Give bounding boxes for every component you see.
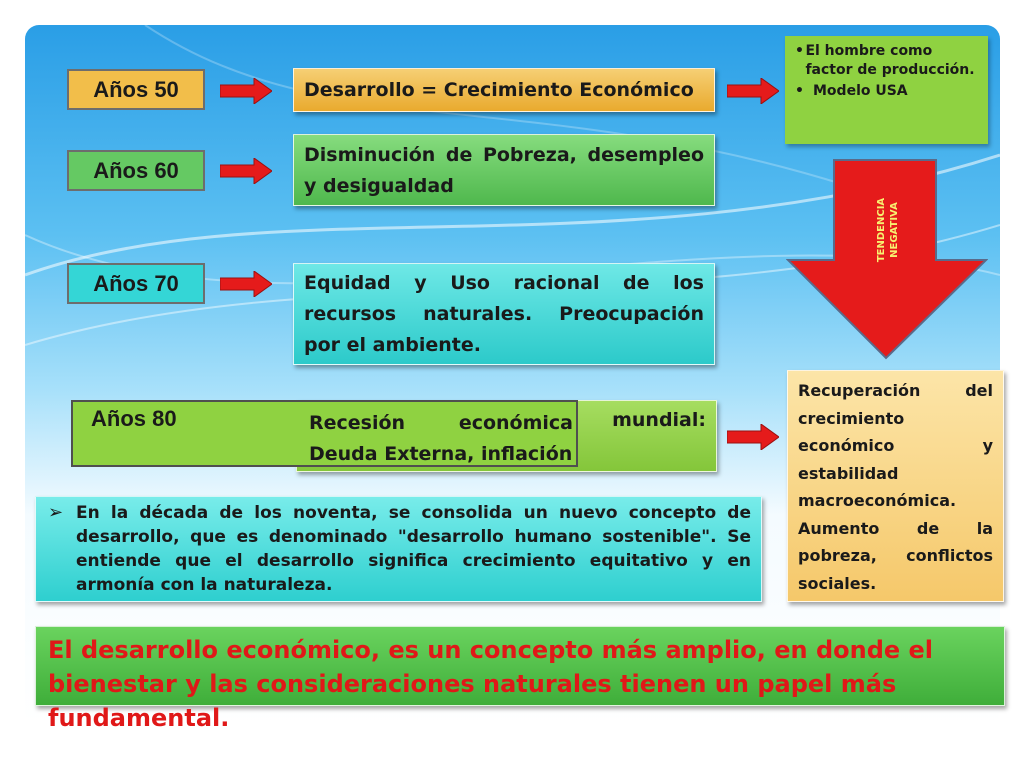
note-item: • El hombre como factor de producción. [795, 43, 975, 78]
note-box-usa-model [785, 36, 988, 144]
note-item: • Modelo USA [795, 83, 908, 99]
arrow-right-icon [220, 271, 272, 297]
arrow-right-icon [220, 158, 272, 184]
trend-label: TENDENCIA NEGATIVA [876, 197, 901, 263]
nineties-box: ➢ En la década de los noventa, se consolida un nuevo concepto de desarrollo, que es denominado "desarrollo humano sostenible". Se entiende que el desarrollo significa crecimiento equitativo y en armonía con la naturaleza. [35, 496, 762, 602]
era-description-80: Recesión económica Deuda Externa, inflación [309, 412, 573, 465]
bullet-icon: • [795, 43, 804, 59]
conclusion-box: El desarrollo económico, es un concepto más amplio, en donde el bienestar y las consideraciones naturales tienen un papel más fundamental. [35, 626, 1005, 706]
era-description-50: Desarrollo = Crecimiento Económico [293, 68, 715, 112]
recovery-box: Recuperación del crecimiento económico y estabilidad macroeconómica. Aumento de la pobreza, conflictos sociales. [787, 370, 1004, 602]
era-label-80-panel [71, 400, 578, 467]
era-description-80-back: mundial: [296, 400, 717, 472]
bullet-icon: • [795, 83, 804, 99]
arrow-right-icon [220, 78, 272, 104]
era-description-60: Disminución de Pobreza, desempleo y desigualdad [293, 134, 715, 206]
era-label-60: Años 60 [67, 150, 205, 191]
era-description-70: Equidad y Uso racional de los recursos naturales. Preocupación por el ambiente. [293, 263, 715, 365]
era-label-80: Años 80 [91, 406, 177, 431]
era-label-70: Años 70 [67, 263, 205, 304]
arrow-right-icon [727, 424, 779, 450]
arrow-right-icon [727, 78, 779, 104]
era-label-50: Años 50 [67, 69, 205, 110]
arrow-bullet-icon: ➢ [48, 502, 64, 523]
